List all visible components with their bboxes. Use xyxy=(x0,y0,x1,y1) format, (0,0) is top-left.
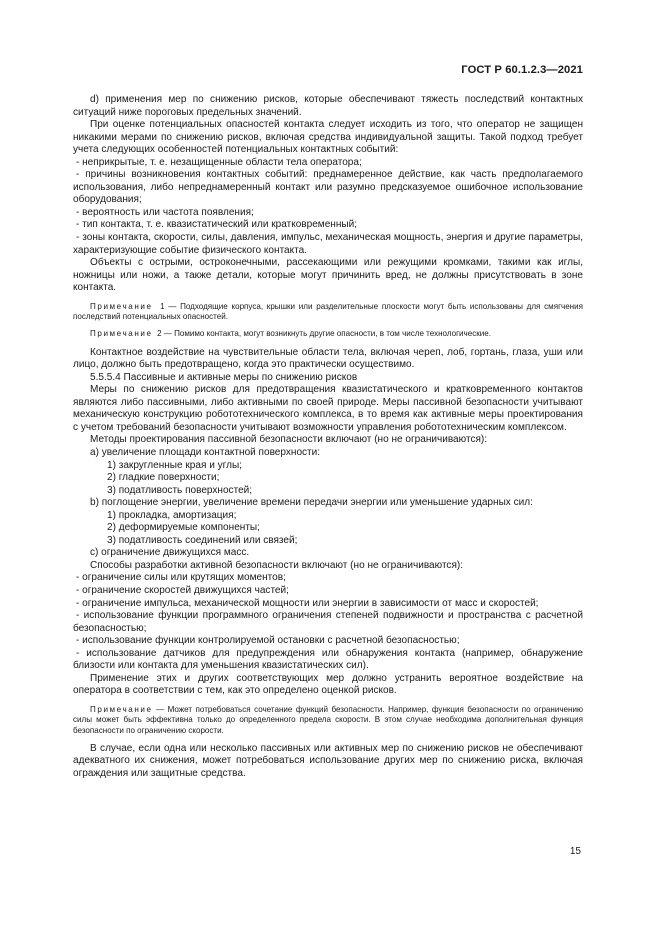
list-item: - использование функции контролируемой остановки с расчетной безопасностью; xyxy=(76,635,460,647)
list-item: b) поглощение энергии, увеличение времени передачи энергии или уменьшение ударных сил: xyxy=(90,497,533,509)
note-text: — Подходящие корпуса, крышки или разделительные плоскости могут быть использованы для смягчения последствий потенциальных опасностей. xyxy=(73,301,583,322)
paragraph: Объекты с острыми, остроконечными, рассекающими или режущими кромками, такими как иглы, ножницы или ножи, а также детали, которые могут причинить вред, не должны присутствовать в зоне контакта. xyxy=(73,257,583,294)
list-item: - ограничение скоростей движущихся частей; xyxy=(76,585,289,597)
document-header: ГОСТ Р 60.1.2.3—2021 xyxy=(461,64,583,76)
list-item: - тип контакта, т. е. квазистатический или кратковременный; xyxy=(76,219,358,231)
list-item: - ограничение импульса, механической мощности или энергии в зависимости от масс и скоростей; xyxy=(76,597,539,609)
section-heading: 5.5.5.4 Пассивные и активные меры по снижению рисков xyxy=(90,371,358,383)
paragraph: Способы разработки активной безопасности включают (но не ограничиваются): xyxy=(90,559,464,571)
paragraph: При оценке потенциальных опасностей контакта следует исходить из того, что оператор не защищен никакими мерами по снижению рисков, включая средства индивидуальной защиты. Такой подход требует учета следующих особенностей потенциальных контактных событий: xyxy=(73,119,583,156)
note-label: Примечание xyxy=(90,301,153,311)
note-text: — Помимо контакта, могут возникнуть другие опасности, в том числе технологические. xyxy=(163,329,491,339)
note-number: 2 xyxy=(157,329,162,339)
list-item: - вероятность или частота появления; xyxy=(76,206,254,218)
list-item: - ограничение силы или крутящих моментов; xyxy=(76,572,286,584)
paragraph: Методы проектирования пассивной безопасности включают (но не ограничиваются): xyxy=(90,434,488,446)
page-number: 15 xyxy=(569,846,581,857)
list-item: 2) деформируемые компоненты; xyxy=(107,522,260,534)
list-item: c) ограничение движущихся масс. xyxy=(90,547,250,559)
list-item: 3) податливость поверхностей; xyxy=(107,484,253,496)
paragraph: В случае, если одна или несколько пассивных или активных мер по снижению рисков не обеспечивают адекватного их снижения, может потребоваться использование других мер по снижению риска, включая ограждения или защитные средства. xyxy=(73,742,583,779)
list-item: 1) закругленные края и углы; xyxy=(107,459,242,471)
paragraph: Меры по снижению рисков для предотвращения квазистатического и кратковременного контактов являются либо пассивными, либо активными по своей природе. Меры пассивной безопасности учитывают механическую конструкцию робототехнического комплекса, в то время как активные меры проектирования с учетом требований безопасности учитывают возможности управления робототехническим комплексом. xyxy=(73,384,583,433)
list-item: a) увеличение площади контактной поверхности: xyxy=(90,447,321,459)
note-label: Примечание xyxy=(90,329,153,339)
list-item: 3) податливость соединений или связей; xyxy=(107,534,298,546)
note-number: 1 xyxy=(160,301,165,311)
list-item: 2) гладкие поверхности; xyxy=(107,472,220,484)
list-item: - использование функции программного ограничения степеней подвижности и пространства с расчетной безопасностью; xyxy=(73,610,583,634)
note-2 xyxy=(73,329,583,339)
note-label: Примечание xyxy=(90,704,153,714)
document-body xyxy=(73,94,583,780)
note-text: — Может потребоваться сочетание функций безопасности. Например, функция безопасности по ограничению силы может быть эффективна только до определенного предела скорости. В этом случае необходима дополнительная функция безопасности по ограничению скорости. xyxy=(73,704,583,735)
list-item: - зоны контакта, скорости, силы, давления, импульс, механическая мощность, энергия и другие параметры, характеризующие событие физического контакта. xyxy=(73,232,583,256)
note-1 xyxy=(73,302,583,323)
list-item: - неприкрытые, т. е. незащищенные области тела оператора; xyxy=(76,156,362,168)
list-item: - использование датчиков для предупреждения или обнаружения контакта (например, обнаружение близости или контакта для уменьшения квазистатических сил). xyxy=(73,647,583,672)
list-item: 1) прокладка, амортизация; xyxy=(107,509,237,521)
list-item: - причины возникновения контактных событий: преднамеренное действие, как часть предполагаемого использования, либо непреднамеренный контакт или разумно предсказуемое ошибочное использование оборудования; xyxy=(73,169,583,206)
note-3 xyxy=(73,705,583,736)
paragraph: Контактное воздействие на чувствительные области тела, включая череп, лоб, гортань, глаза, уши или лицо, должно быть предотвращено, когда это практически осуществимо. xyxy=(73,346,583,371)
paragraph: d) применения мер по снижению рисков, которые обеспечивают тяжесть последствий контактных ситуаций ниже пороговых предельных значений. xyxy=(73,94,583,118)
paragraph: Применение этих и других соответствующих мер должно устранить вероятное воздействие на оператора в соответствии с тем, как это определено оценкой рисков. xyxy=(73,672,583,697)
